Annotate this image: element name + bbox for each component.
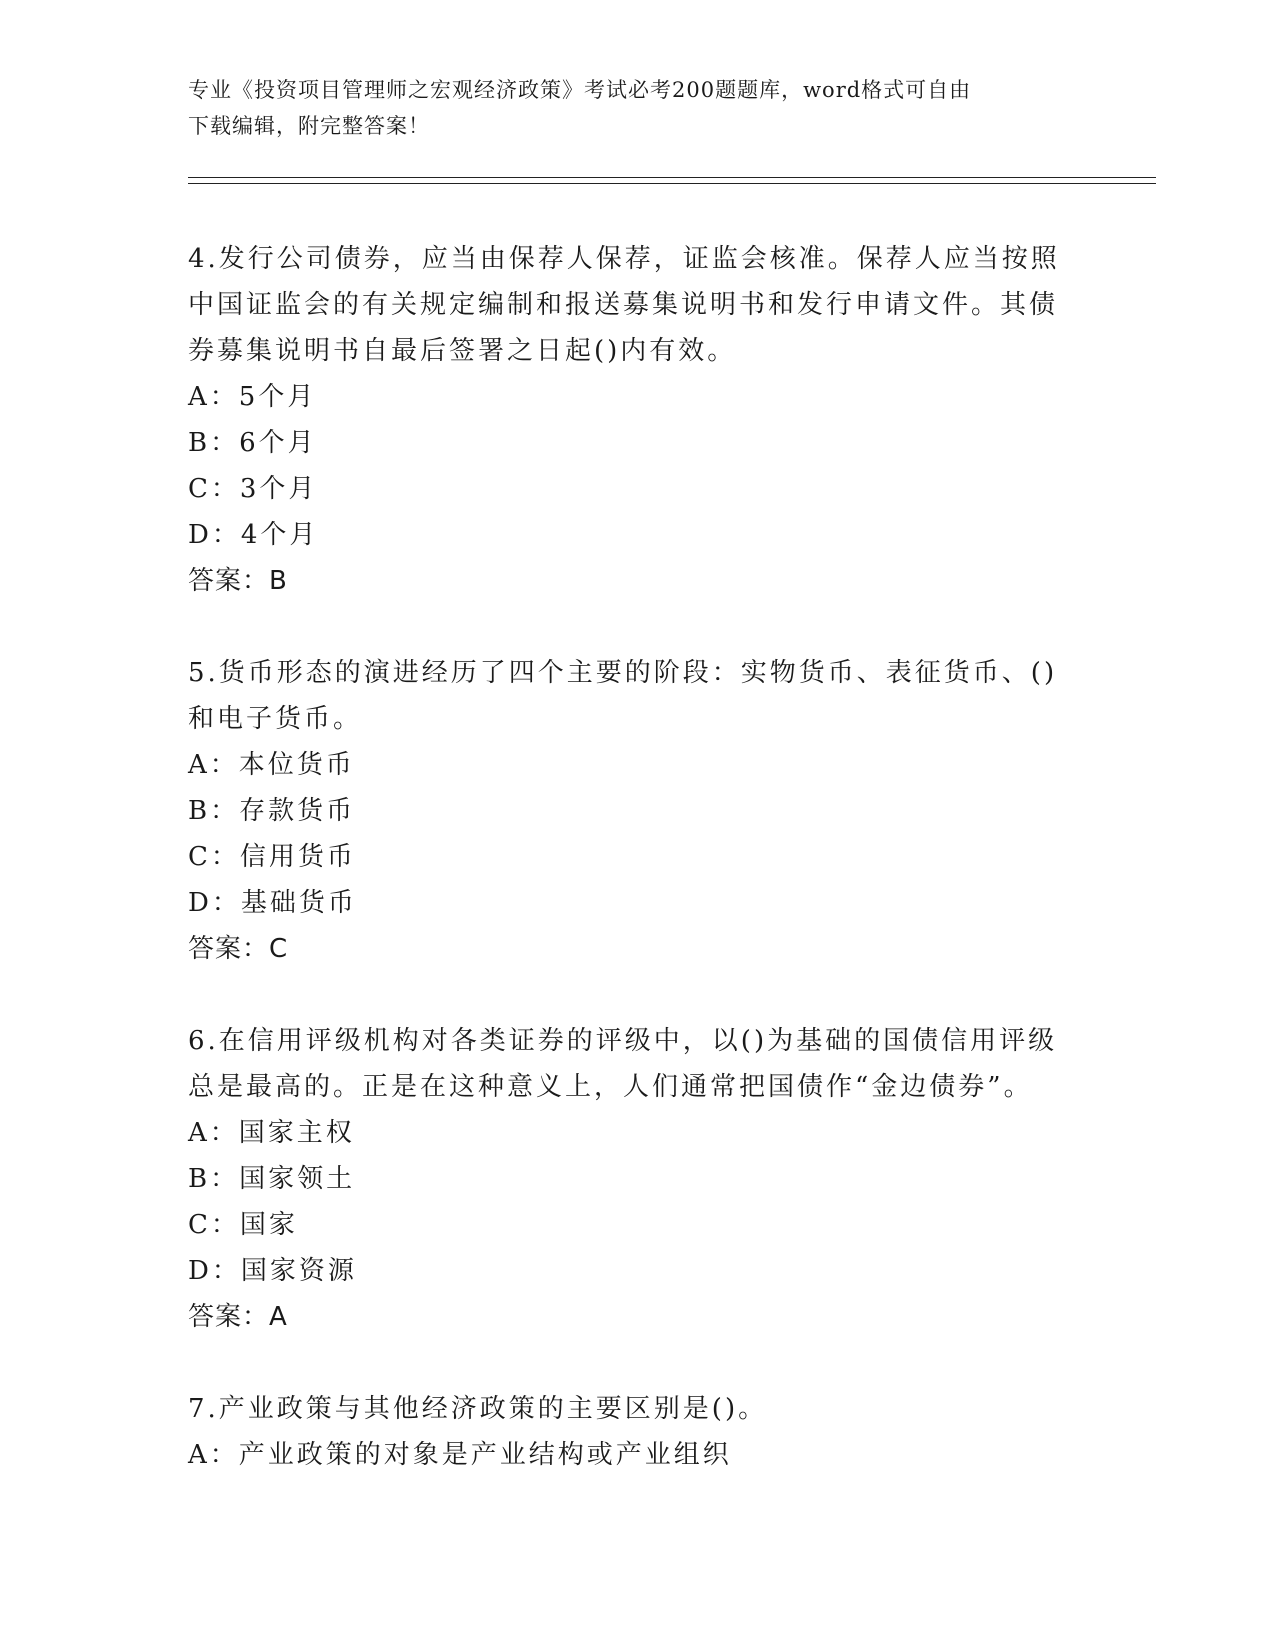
answer-label: 答案：B (188, 566, 288, 596)
option-list (188, 1432, 1068, 1478)
question-7 (188, 1386, 1068, 1478)
answer-label: 答案：A (188, 1302, 288, 1332)
question-text (188, 650, 1068, 742)
question-list (188, 236, 1068, 1524)
option-c: C：信用货币 (188, 842, 356, 872)
document-header (188, 72, 1088, 144)
question-line: 6.在信用评级机构对各类证券的评级中，以()为基础的国债信用评级 (188, 1026, 1058, 1056)
header-divider-bottom (188, 183, 1156, 184)
option-b: B：6个月 (188, 428, 317, 458)
header-divider-top (188, 177, 1156, 178)
option-d: D：基础货币 (188, 888, 357, 918)
header-line-1: 专业《投资项目管理师之宏观经济政策》考试必考200题题库，word格式可自由 (188, 78, 972, 102)
question-5 (188, 650, 1068, 972)
option-d: D：4个月 (188, 520, 319, 550)
option-list (188, 1110, 1068, 1294)
option-a: A：产业政策的对象是产业结构或产业组织 (188, 1440, 732, 1470)
question-text (188, 1386, 1068, 1432)
option-b: B：存款货币 (188, 796, 356, 826)
option-c: C：国家 (188, 1210, 298, 1240)
option-c: C：3个月 (188, 474, 318, 504)
question-text (188, 236, 1068, 374)
question-line: 5.货币形态的演进经历了四个主要的阶段：实物货币、表征货币、() (188, 658, 1058, 688)
question-4 (188, 236, 1068, 604)
question-text (188, 1018, 1068, 1110)
option-d: D：国家资源 (188, 1256, 357, 1286)
header-line-2: 下载编辑，附完整答案！ (188, 114, 430, 138)
question-line: 和电子货币。 (188, 704, 363, 734)
question-6 (188, 1018, 1068, 1340)
option-a: A：5个月 (188, 382, 317, 412)
question-line: 4.发行公司债券，应当由保荐人保荐，证监会核准。保荐人应当按照 (188, 244, 1060, 274)
question-line: 中国证监会的有关规定编制和报送募集说明书和发行申请文件。其债 (188, 290, 1059, 320)
question-line: 券募集说明书自最后签署之日起()内有效。 (188, 336, 737, 366)
question-line: 7.产业政策与其他经济政策的主要区别是()。 (188, 1394, 768, 1424)
option-b: B：国家领土 (188, 1164, 356, 1194)
option-list (188, 742, 1068, 926)
question-line: 总是最高的。正是在这种意义上，人们通常把国债作“金边债券”。 (188, 1072, 1033, 1102)
option-a: A：国家主权 (188, 1118, 355, 1148)
answer-label: 答案：C (188, 934, 289, 964)
option-a: A：本位货币 (188, 750, 355, 780)
option-list (188, 374, 1068, 558)
